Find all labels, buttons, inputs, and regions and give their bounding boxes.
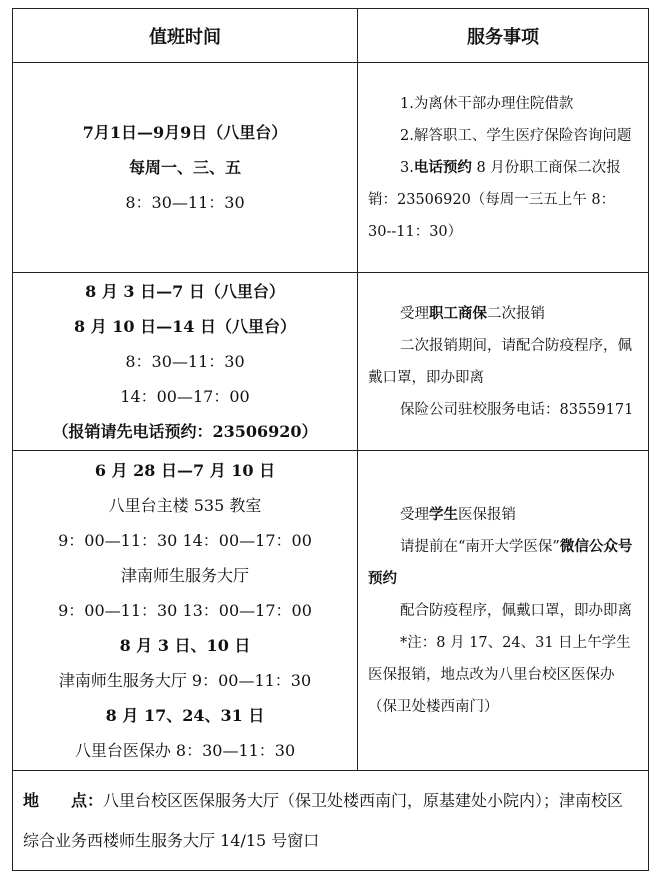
- header-service-items: 服务事项: [358, 9, 649, 63]
- row3-location-hours-4: 八里台医保办 8：30—11：30: [74, 741, 296, 760]
- row1-date-range: 7月1日—9月9日（八里台）: [82, 123, 288, 142]
- row3-dates-2: 8 月 3 日、10 日: [119, 636, 251, 655]
- row3-item-2: 请提前在“南开大学医保”微信公众号预约: [368, 537, 633, 587]
- row2-phone-note: （报销请先电话预约：23506920）: [52, 422, 318, 441]
- row3-location-1: 八里台主楼 535 教室: [108, 496, 262, 515]
- row2-hours-pm: 14：00—17：00: [120, 387, 250, 406]
- row3-location-hours-3: 津南师生服务大厅 9：00—11：30: [58, 671, 312, 690]
- location-label: 地 点：: [23, 790, 104, 810]
- row2-time-cell: [13, 273, 358, 451]
- duty-schedule-table: [12, 8, 649, 871]
- row3-date-range: 6 月 28 日—7 月 10 日: [94, 461, 276, 480]
- row1-weekdays: 每周一、三、五: [128, 158, 241, 177]
- row3-item-4: *注：8 月 17、24、31 日上午学生医保报销，地点改为八里台校区医保办（保卫处楼西南门）: [368, 634, 631, 715]
- row3-dates-3: 8 月 17、24、31 日: [105, 706, 265, 725]
- header-duty-time: 值班时间: [13, 9, 358, 63]
- row3-location-2: 津南师生服务大厅: [120, 566, 249, 585]
- row1-item-3: 3.电话预约 8 月份职工商保二次报销：23506920（每周一三五上午 8：30--11：30）: [368, 158, 621, 240]
- row3-item-1: 受理学生医保报销: [400, 505, 516, 523]
- row1-service-cell: [358, 63, 649, 273]
- location-text: 地 点：八里台校区医保服务大厅（保卫处楼西南门，原基建处小院内）；津南校区综合业务西楼师生服务大厅 14/15 号窗口: [23, 790, 624, 850]
- row3-service-cell: [358, 451, 649, 771]
- schedule-row-1: [13, 63, 649, 273]
- row1-hours: 8：30—11：30: [125, 193, 245, 212]
- header-row: [13, 9, 649, 63]
- footer-row: [13, 771, 649, 871]
- schedule-row-2: [13, 273, 649, 451]
- phone-appointment-label: 电话预约: [413, 158, 472, 176]
- schedule-row-3: [13, 451, 649, 771]
- row3-time-cell: [13, 451, 358, 771]
- row1-item-1: 1.为离休干部办理住院借款: [400, 95, 574, 112]
- row2-service-cell: [358, 273, 649, 451]
- row2-item-1: 受理职工商保二次报销: [400, 304, 545, 322]
- row2-date-range-1: 8 月 3 日—7 日（八里台）: [85, 282, 285, 301]
- row2-item-3: 保险公司驻校服务电话：83559171: [400, 401, 634, 418]
- location-cell: [13, 771, 649, 871]
- row3-hours-2: 9：00—11：30 13：00—17：00: [58, 601, 312, 620]
- row1-time-cell: [13, 63, 358, 273]
- row2-hours-am: 8：30—11：30: [125, 352, 245, 371]
- row1-item-2: 2.解答职工、学生医疗保险咨询问题: [400, 127, 632, 144]
- row3-item-3: 配合防疫程序，佩戴口罩，即办即离: [400, 602, 632, 619]
- row3-hours-1: 9：00—11：30 14：00—17：00: [58, 531, 312, 550]
- row2-date-range-2: 8 月 10 日—14 日（八里台）: [74, 317, 296, 336]
- row2-item-2: 二次报销期间，请配合防疫程序，佩戴口罩，即办即离: [368, 337, 632, 386]
